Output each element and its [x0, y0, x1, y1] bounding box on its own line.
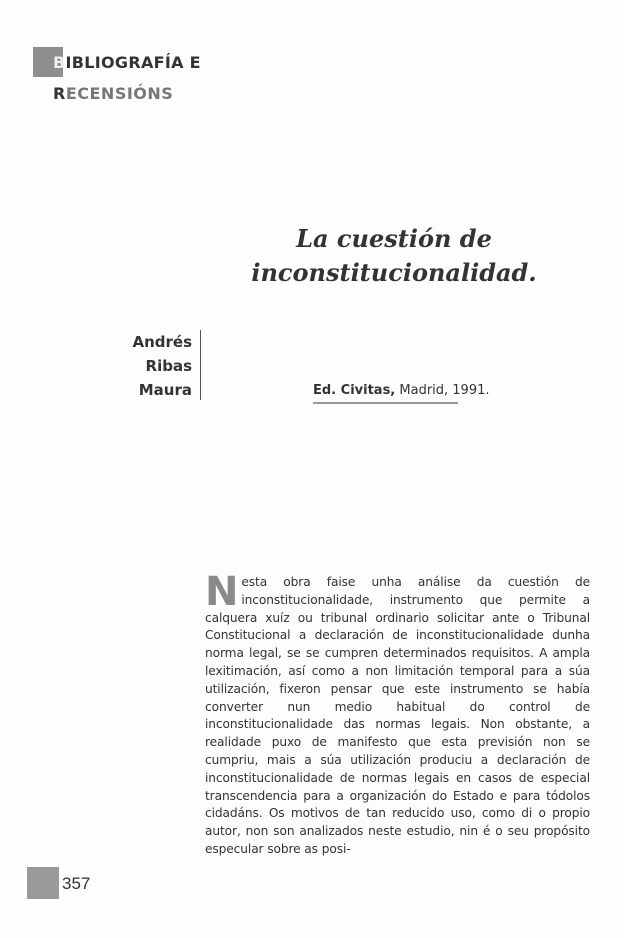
author-name	[100, 330, 192, 402]
article-body	[205, 569, 590, 859]
section-heading-initial: B	[53, 53, 66, 72]
publication-underline	[313, 402, 458, 404]
author-line: Andrés	[132, 333, 192, 351]
section-heading-initial: R	[53, 84, 66, 103]
section-heading-rest: ECENSIÓNS	[65, 84, 174, 103]
section-heading-rest: IBLIOGRAFÍA E	[65, 53, 201, 72]
author-line: Maura	[138, 381, 192, 399]
drop-cap: N	[205, 569, 239, 615]
section-heading-line1	[53, 53, 201, 72]
publication-info	[313, 383, 490, 398]
page-marker-box	[27, 867, 59, 899]
title-line-1: La cuestión de	[296, 224, 492, 253]
publication-details: Madrid, 1991.	[395, 383, 490, 398]
author-divider	[200, 330, 201, 400]
page-number: 357	[62, 874, 91, 893]
article-title	[240, 222, 548, 290]
publisher: Ed. Civitas,	[313, 383, 396, 398]
body-text: esta obra faise unha análise da cuestión de inconstitucionalidade, instrumento que permite a calquera xuíz ou tribunal ordinario solicitar ante o Tribunal Constitucional a declaración de inconstitucionalidade dunha norma legal, se se cumpren determinados requisitos. A ampla lexitimación, así como a non limitación temporal para a súa utilización, fixeron pensar que este instrumento se había converter nun medio habitual do control de inconstitucionalidade das normas legais. Non obstante, a realidade puxo de manifesto que esta previsión non se cumpriu, mais a súa utilización produciu a declaración de inconstitucionalidade de normas legais en casos de especial transcendencia para a organización do Estado e para tódolos cidadáns. Os motivos de tan reducido uso, como di o propio autor, non son analizados neste estudio, nin é o seu propósito especular sobre as posi-	[205, 575, 590, 856]
author-line: Ribas	[145, 357, 192, 375]
title-line-2: inconstitucionalidad.	[251, 258, 537, 287]
section-heading-line2	[53, 84, 173, 103]
